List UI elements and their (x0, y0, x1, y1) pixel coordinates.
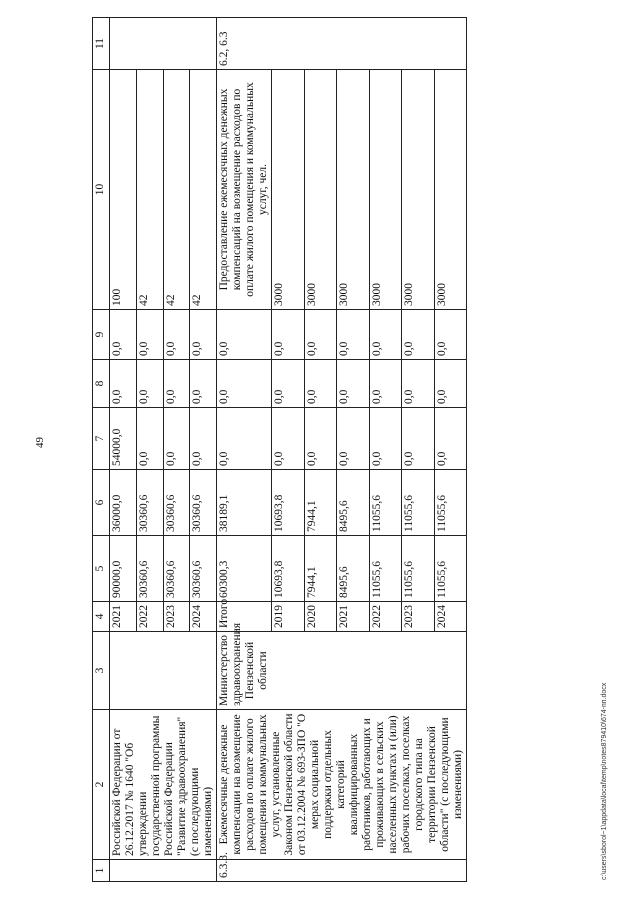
header-cell: 5 (93, 536, 110, 602)
cell-number: 6.3.3. (217, 860, 467, 882)
cell-funding-col9: 0,0 (136, 310, 163, 360)
cell-funding-col8: 0,0 (217, 360, 272, 408)
header-cell: 4 (93, 602, 110, 632)
cell-total-funding: 30360,6 (136, 536, 163, 602)
cell-funding-col6: 30360,6 (136, 470, 163, 536)
cell-year: 2024 (190, 602, 217, 632)
cell-total-funding: 8495,6 (337, 536, 370, 602)
cell-funding-col7: 54000,0 (110, 408, 137, 470)
cell-funding-col8: 0,0 (434, 360, 467, 408)
cell-funding-col9: 0,0 (272, 310, 305, 360)
cell-funding-col6: 11055,6 (434, 470, 467, 536)
cell-col11 (110, 18, 217, 70)
cell-indicator-value: 3000 (434, 70, 467, 310)
cell-funding-col6: 10693,8 (272, 470, 305, 536)
cell-year: 2024 (434, 602, 467, 632)
header-cell: 9 (93, 310, 110, 360)
cell-funding-col8: 0,0 (136, 360, 163, 408)
cell-funding-col8: 0,0 (190, 360, 217, 408)
cell-indicator-value: 3000 (337, 70, 370, 310)
cell-funding-col8: 0,0 (110, 360, 137, 408)
cell-indicator-value: 3000 (369, 70, 402, 310)
cell-funding-col6: 11055,6 (369, 470, 402, 536)
cell-total-funding: 60300,3 (217, 536, 272, 602)
cell-funding-col7: 0,0 (402, 408, 435, 470)
cell-funding-col6: 36000,0 (110, 470, 137, 536)
cell-indicator-value: 3000 (402, 70, 435, 310)
cell-funding-col9: 0,0 (434, 310, 467, 360)
cell-indicator-value: 42 (136, 70, 163, 310)
cell-total-funding: 11055,6 (369, 536, 402, 602)
cell-year: 2019 (272, 602, 305, 632)
cell-funding-col9: 0,0 (304, 310, 337, 360)
cell-funding-col6: 7944,1 (304, 470, 337, 536)
cell-funding-col6: 8495,6 (337, 470, 370, 536)
cell-executor (110, 632, 217, 710)
header-cell: 6 (93, 470, 110, 536)
header-cell: 11 (93, 18, 110, 70)
table-row (110, 18, 137, 882)
cell-funding-col8: 0,0 (369, 360, 402, 408)
rotated-page (92, 18, 580, 882)
cell-funding-col8: 0,0 (272, 360, 305, 408)
cell-year: 2023 (402, 602, 435, 632)
header-cell: 8 (93, 360, 110, 408)
cell-description: Ежемесячные денежные компенсации на возмещение расходов по оплате жилого помещения и коммунальных услуг, установленные Законом Пензенской области от 03.12.2004 № 693-ЗПО "О мерах социальной поддержки отдельных категорий квалифицированных работников, работающих и проживающих в сельских населенных пунктах и (или) рабочих поселках, поселках городского типа на территории Пензенской области" (с последующими изменениями) (217, 710, 467, 860)
cell-total-funding: 7944,1 (304, 536, 337, 602)
cell-indicator-name: Предоставление ежемесячных денежных компенсаций на возмещение расходов по оплате жилого помещения и коммунальных услуг, чел. (217, 70, 272, 310)
cell-funding-col9: 0,0 (337, 310, 370, 360)
cell-year: 2020 (304, 602, 337, 632)
cell-description: Российской Федерации от 26.12.2017 № 1640 "Об утверждении государственной программы Российской Федерации "Развитие здравоохранения" (с последующими изменениями) (110, 710, 217, 860)
cell-funding-col6: 30360,6 (163, 470, 190, 536)
cell-total-funding: 30360,6 (190, 536, 217, 602)
header-cell: 10 (93, 70, 110, 310)
cell-funding-col8: 0,0 (402, 360, 435, 408)
cell-funding-col8: 0,0 (304, 360, 337, 408)
cell-indicator-value: 42 (163, 70, 190, 310)
cell-year: 2021 (110, 602, 137, 632)
cell-executor: Министерство здравоохранения Пензенской области (217, 632, 467, 710)
cell-total-funding: 11055,6 (434, 536, 467, 602)
cell-funding-col7: 0,0 (337, 408, 370, 470)
cell-funding-col7: 0,0 (217, 408, 272, 470)
cell-funding-col7: 0,0 (304, 408, 337, 470)
cell-total-funding: 10693,8 (272, 536, 305, 602)
cell-total-funding: 11055,6 (402, 536, 435, 602)
cell-total-funding: 30360,6 (163, 536, 190, 602)
program-table (92, 17, 467, 882)
cell-funding-col7: 0,0 (434, 408, 467, 470)
cell-year: 2022 (369, 602, 402, 632)
cell-number (110, 860, 217, 882)
cell-funding-col9: 0,0 (163, 310, 190, 360)
cell-funding-col9: 0,0 (110, 310, 137, 360)
cell-funding-col9: 0,0 (190, 310, 217, 360)
cell-year: 2023 (163, 602, 190, 632)
header-cell: 1 (93, 860, 110, 882)
cell-funding-col6: 30360,6 (190, 470, 217, 536)
cell-indicator-value: 3000 (272, 70, 305, 310)
header-cell: 3 (93, 632, 110, 710)
page-number: 49 (34, 437, 46, 448)
cell-year: 2021 (337, 602, 370, 632)
cell-year: 2022 (136, 602, 163, 632)
cell-indicator-value: 100 (110, 70, 137, 310)
cell-indicator-value: 42 (190, 70, 217, 310)
cell-funding-col7: 0,0 (136, 408, 163, 470)
cell-funding-col9: 0,0 (369, 310, 402, 360)
cell-funding-col7: 0,0 (163, 408, 190, 470)
cell-total-label: Итого (217, 602, 272, 632)
cell-funding-col7: 0,0 (369, 408, 402, 470)
cell-funding-col8: 0,0 (163, 360, 190, 408)
cell-funding-col8: 0,0 (337, 360, 370, 408)
cell-funding-col6: 11055,6 (402, 470, 435, 536)
cell-funding-col7: 0,0 (190, 408, 217, 470)
table-row-total (217, 18, 272, 882)
cell-funding-col9: 0,0 (217, 310, 272, 360)
cell-total-funding: 90000,0 (110, 536, 137, 602)
header-cell: 2 (93, 710, 110, 860)
footer-file-path: c:\users\sborol~1\appdata\local\temp\notes879410\674-пп.docx (601, 682, 608, 880)
header-row (93, 18, 110, 882)
table-body (93, 18, 467, 882)
cell-funding-col9: 0,0 (402, 310, 435, 360)
header-cell: 7 (93, 408, 110, 470)
cell-funding-col6: 38189,1 (217, 470, 272, 536)
cell-col11: 6.2, 6.3 (217, 18, 467, 70)
cell-funding-col7: 0,0 (272, 408, 305, 470)
cell-indicator-value: 3000 (304, 70, 337, 310)
